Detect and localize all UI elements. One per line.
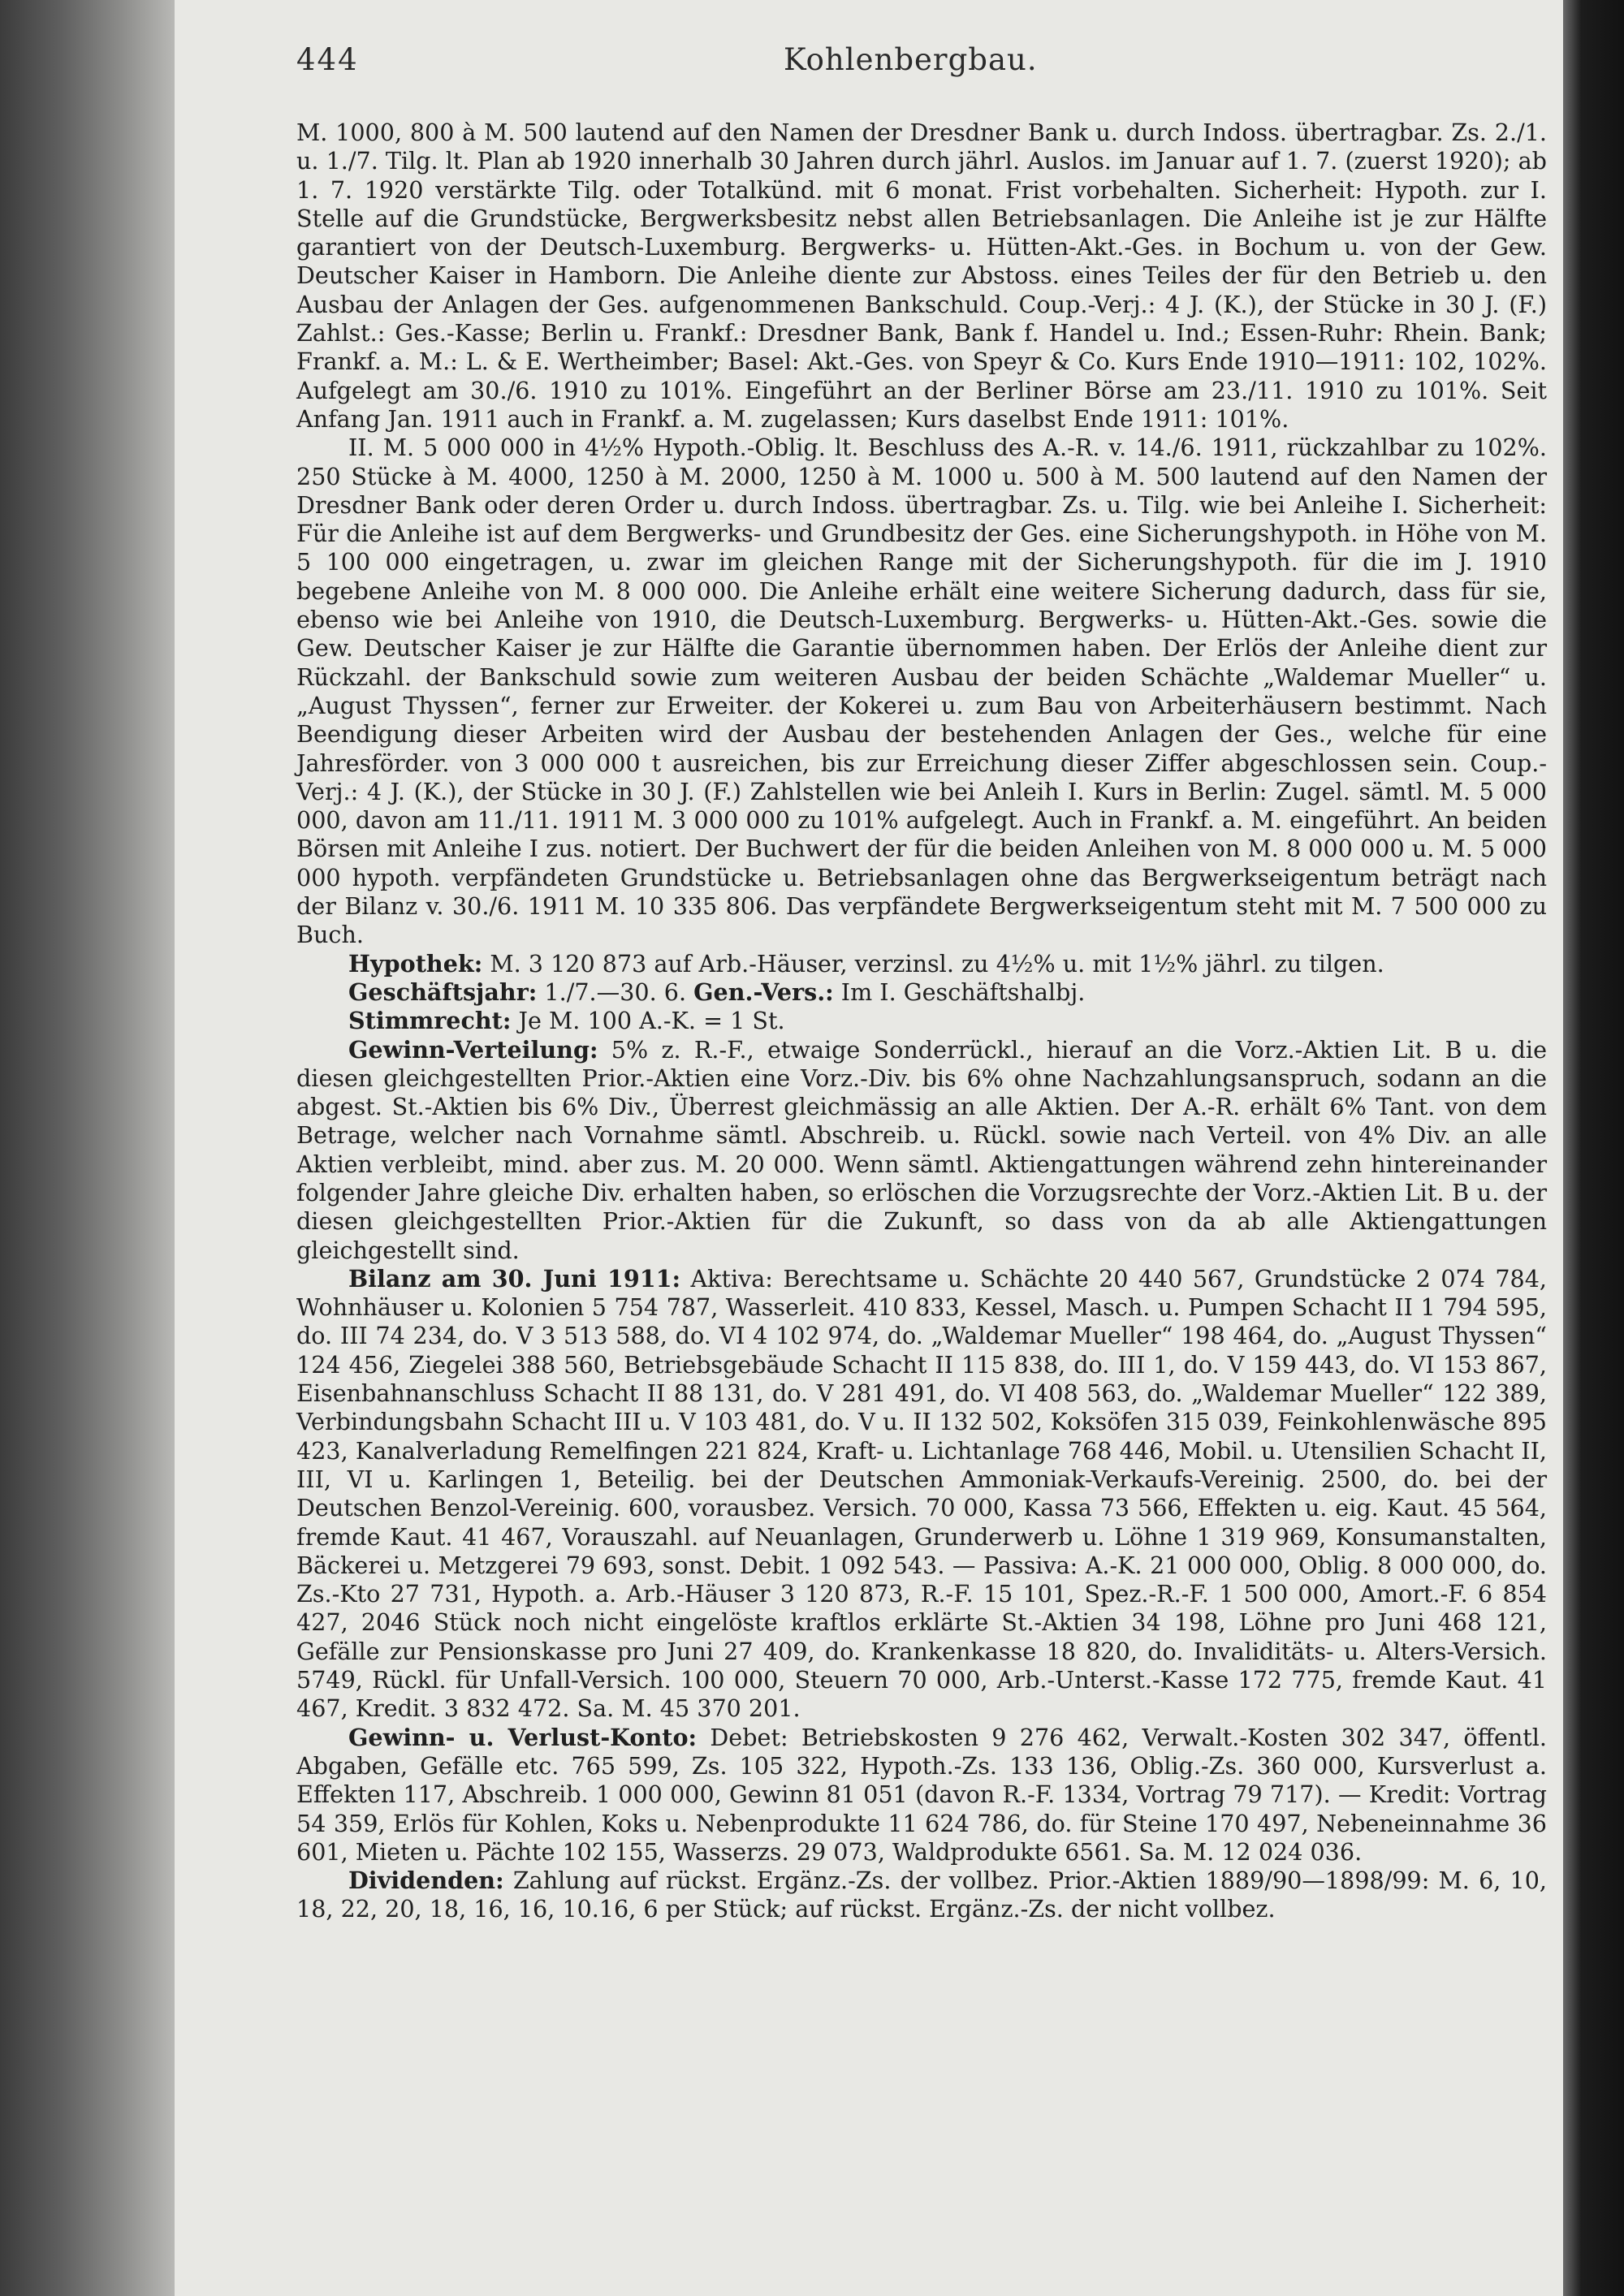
gewinn-verteilung-text: 5% z. R.-F., etwaige Sonderrückl., hierauf an die Vorz.-Aktien Lit. B u. die diesen gleichgestellten Prior.-Aktien eine Vorz.-Div. bis 6% ohne Nachzahlungsanspruch, sodann an die abgest. St.-Aktien bis 6% Div., Überrest gleichmässig an alle Aktien. Der A.-R. erhält 6% Tant. von dem Betrage, welcher nach Vornahme sämtl. Abschreib. u. Rückl. sowie nach Verteil. von 4% Div. an alle Aktien verbleibt, mind. aber zus. M. 20 000. Wenn sämtl. Aktiengattungen während zehn hintereinander folgender Jahre gleiche Div. erhalten haben, so erlöschen die Vorzugsrechte der Vorz.-Aktien Lit. B u. der diesen gleichgestellten Prior.-Aktien für die Zukunft, so dass von da ab alle Aktiengattungen gleichgestellt sind. xyxy=(296,1035,1547,1264)
dividenden-label: Dividenden: xyxy=(348,1867,504,1895)
paragraph-loan-two: II. M. 5 000 000 in 4½% Hypoth.-Oblig. lt. Beschluss des A.-R. v. 14./6. 1911, rückzahlbar zu 102%. 250 Stücke à M. 4000, 1250 à M. 2000, 1250 à M. 1000 u. 500 à M. 500 lautend auf den Namen der Dresdner Bank oder deren Order u. durch Indoss. übertragbar. Zs. u. Tilg. wie bei Anleihe I. Sicherheit: Für die Anleihe ist auf dem Bergwerks- und Grundbesitz der Ges. eine Sicherungshypoth. in Höhe von M. 5 100 000 eingetragen, u. zwar im gleichen Range mit der Sicherungshypoth. für die im J. 1910 begebene Anleihe von M. 8 000 000. Die Anleihe erhält eine weitere Sicherung dadurch, dass für sie, ebenso wie bei Anleihe von 1910, die Deutsch-Luxemburg. Bergwerks- u. Hütten-Akt.-Ges. sowie die Gew. Deutscher Kaiser je zur Hälfte die Garantie übernommen haben. Der Erlös der Anleihe dient zur Rückzahl. der Bankschuld sowie zum weiteren Ausbau der beiden Schächte „Waldemar Mueller“ u. „August Thyssen“, ferner zur Erweiter. der Kokerei u. zum Bau von Arbeiterhäusern bestimmt. Nach Beendigung dieser Arbeiten wird der Ausbau der bestehenden Anlagen der Ges., welche für eine Jahresförder. von 3 000 000 t ausreichen, bis zur Erreichung dieser Ziffer abgeschlossen sein. Coup.-Verj.: 4 J. (K.), der Stücke in 30 J. (F.) Zahlstellen wie bei Anleih I. Kurs in Berlin: Zugel. sämtl. M. 5 000 000, davon am 11./11. 1911 M. 3 000 000 zu 101% aufgelegt. Auch in Frankf. a. M. eingeführt. An beiden Börsen mit Anleihe I zus. notiert. Der Buchwert der für die beiden Anleihen von M. 8 000 000 u. M. 5 000 000 hypoth. verpfändeten Grundstücke u. Betriebsanlagen ohne das Bergwerkseigentum beträgt nach der Bilanz v. 30./6. 1911 M. 10 335 806. Das verpfändete Bergwerkseigentum steht mit M. 7 500 000 zu Buch. xyxy=(296,434,1547,949)
book-edge-right xyxy=(1563,0,1624,2296)
gewinn-verteilung-label: Gewinn-Verteilung: xyxy=(348,1035,598,1064)
gen-vers-text: Im I. Geschäftshalbj. xyxy=(833,978,1086,1006)
page-body xyxy=(296,119,1547,1924)
book-gutter-left xyxy=(0,0,175,2296)
document-page xyxy=(175,0,1563,2296)
geschaeftsjahr-label: Geschäftsjahr: xyxy=(348,978,538,1006)
paragraph-loan-one-terms: M. 1000, 800 à M. 500 lautend auf den Namen der Dresdner Bank u. durch Indoss. übertragbar. Zs. 2./1. u. 1./7. Tilg. lt. Plan ab 1920 innerhalb 30 Jahren durch jährl. Auslos. im Januar auf 1. 7. (zuerst 1920); ab 1. 7. 1920 verstärkte Tilg. oder Totalkünd. mit 6 monat. Frist vorbehalten. Sicherheit: Hypoth. zur I. Stelle auf die Grundstücke, Bergwerksbesitz nebst allen Betriebsanlagen. Die Anleihe ist je zur Hälfte garantiert von der Deutsch-Luxemburg. Bergwerks- u. Hütten-Akt.-Ges. in Bochum u. von der Gew. Deutscher Kaiser in Hamborn. Die Anleihe diente zur Abstoss. eines Teiles der für den Betrieb u. den Ausbau der Anlagen der Ges. aufgenommenen Bankschuld. Coup.-Verj.: 4 J. (K.), der Stücke in 30 J. (F.) Zahlst.: Ges.-Kasse; Berlin u. Frankf.: Dresdner Bank, Bank f. Handel u. Ind.; Essen-Ruhr: Rhein. Bank; Frankf. a. M.: L. & E. Wertheimber; Basel: Akt.-Ges. von Speyr & Co. Kurs Ende 1910—1911: 102, 102%. Aufgelegt am 30./6. 1910 zu 101%. Eingeführt an der Berliner Börse am 23./11. 1910 zu 101%. Seit Anfang Jan. 1911 auch in Frankf. a. M. zugelassen; Kurs daselbst Ende 1911: 101%. xyxy=(296,119,1547,433)
paragraph-geschaeftsjahr xyxy=(296,978,1547,1007)
gewinn-verlust-text: Debet: Betriebskosten 9 276 462, Verwalt.-Kosten 302 347, öffentl. Abgaben, Gefälle etc. 765 599, Zs. 105 322, Hypoth.-Zs. 133 136, Oblig.-Zs. 360 000, Kursverlust a. Effekten 117, Abschreib. 1 000 000, Gewinn 81 051 (davon R.-F. 1334, Vortrag 79 717). — Kredit: Vortrag 54 359, Erlös für Kohlen, Koks u. Nebenprodukte 11 624 786, do. für Steine 170 497, Nebeneinnahme 36 601, Mieten u. Pächte 102 155, Wasserzs. 29 073, Waldprodukte 6561. Sa. M. 12 024 036. xyxy=(296,1723,1548,1866)
page-number: 444 xyxy=(296,42,359,77)
page-header xyxy=(296,42,1547,91)
gen-vers-label: Gen.-Vers.: xyxy=(693,978,834,1006)
bilanz-text: Aktiva: Berechtsame u. Schächte 20 440 567, Grundstücke 2 074 784, Wohnhäuser u. Kolonien 5 754 787, Wasserleit. 410 833, Kessel, Masch. u. Pumpen Schacht II 1 794 595, do. III 74 234, do. V 3 513 588, do. VI 4 102 974, do. „Waldemar Mueller“ 198 464, do. „August Thyssen“ 124 456, Ziegelei 388 560, Betriebsgebäude Schacht II 115 838, do. III 1, do. V 159 443, do. VI 153 867, Eisenbahnanschluss Schacht II 88 131, do. V 281 491, do. VI 408 563, do. „Waldemar Mueller“ 122 389, Verbindungsbahn Schacht III u. V 103 481, do. V u. II 132 502, Koksöfen 315 039, Feinkohlenwäsche 895 423, Kanalverladung Remelfingen 221 824, Kraft- u. Lichtanlage 768 446, Mobil. u. Utensilien Schacht II, III, VI u. Karlingen 1, Beteilig. bei der Deutschen Ammoniak-Verkaufs-Vereinig. 2500, do. bei der Deutschen Benzol-Vereinig. 600, vorausbez. Versich. 70 000, Kassa 73 566, Effekten u. eig. Kaut. 45 564, fremde Kaut. 41 467, Vorauszahl. auf Neuanlagen, Grunderwerb u. Löhne 1 319 969, Konsumanstalten, Bäckerei u. Metzgerei 79 693, sonst. Debit. 1 092 543. — Passiva: A.-K. 21 000 000, Oblig. 8 000 000, do. Zs.-Kto 27 731, Hypoth. a. Arb.-Häuser 3 120 873, R.-F. 15 101, Spez.-R.-F. 1 500 000, Amort.-F. 6 854 427, 2046 Stück noch nicht eingelöste kraftlos erklärte St.-Aktien 34 198, Löhne pro Juni 468 121, Gefälle zur Pensionskasse pro Juni 27 409, do. Krankenkasse 18 820, do. Invaliditäts- u. Alters-Versich. 5749, Rückl. für Unfall-Versich. 100 000, Steuern 70 000, Arb.-Unterst.-Kasse 172 775, fremde Kaut. 41 467, Kredit. 3 832 472. Sa. M. 45 370 201. xyxy=(296,1264,1547,1723)
hypothek-label: Hypothek: xyxy=(348,949,483,978)
dividenden-text: Zahlung auf rückst. Ergänz.-Zs. der vollbez. Prior.-Aktien 1889/90—1898/99: M. 6, 10, 18, 22, 20, 18, 16, 16, 10.16, 6 per Stück; auf rückst. Ergänz.-Zs. der nicht vollbez. xyxy=(296,1867,1547,1923)
paragraph-bilanz xyxy=(296,1265,1547,1724)
paragraph-hypothek xyxy=(296,950,1547,978)
paragraph-gewinn-verlust-konto xyxy=(296,1724,1547,1867)
stimmrecht-label: Stimmrecht: xyxy=(348,1007,512,1035)
paragraph-dividenden xyxy=(296,1867,1547,1924)
paragraph-gewinn-verteilung xyxy=(296,1036,1547,1265)
geschaeftsjahr-text: 1./7.—30. 6. xyxy=(537,978,694,1006)
hypothek-text: M. 3 120 873 auf Arb.-Häuser, verzinsl. zu 4½% u. mit 1½% jährl. zu tilgen. xyxy=(482,949,1384,978)
gewinn-verlust-label: Gewinn- u. Verlust-Konto: xyxy=(348,1723,698,1751)
paragraph-stimmrecht xyxy=(296,1007,1547,1035)
stimmrecht-text: Je M. 100 A.-K. = 1 St. xyxy=(511,1007,785,1035)
running-title: Kohlenbergbau. xyxy=(784,42,1038,77)
bilanz-label: Bilanz am 30. Juni 1911: xyxy=(348,1264,681,1293)
